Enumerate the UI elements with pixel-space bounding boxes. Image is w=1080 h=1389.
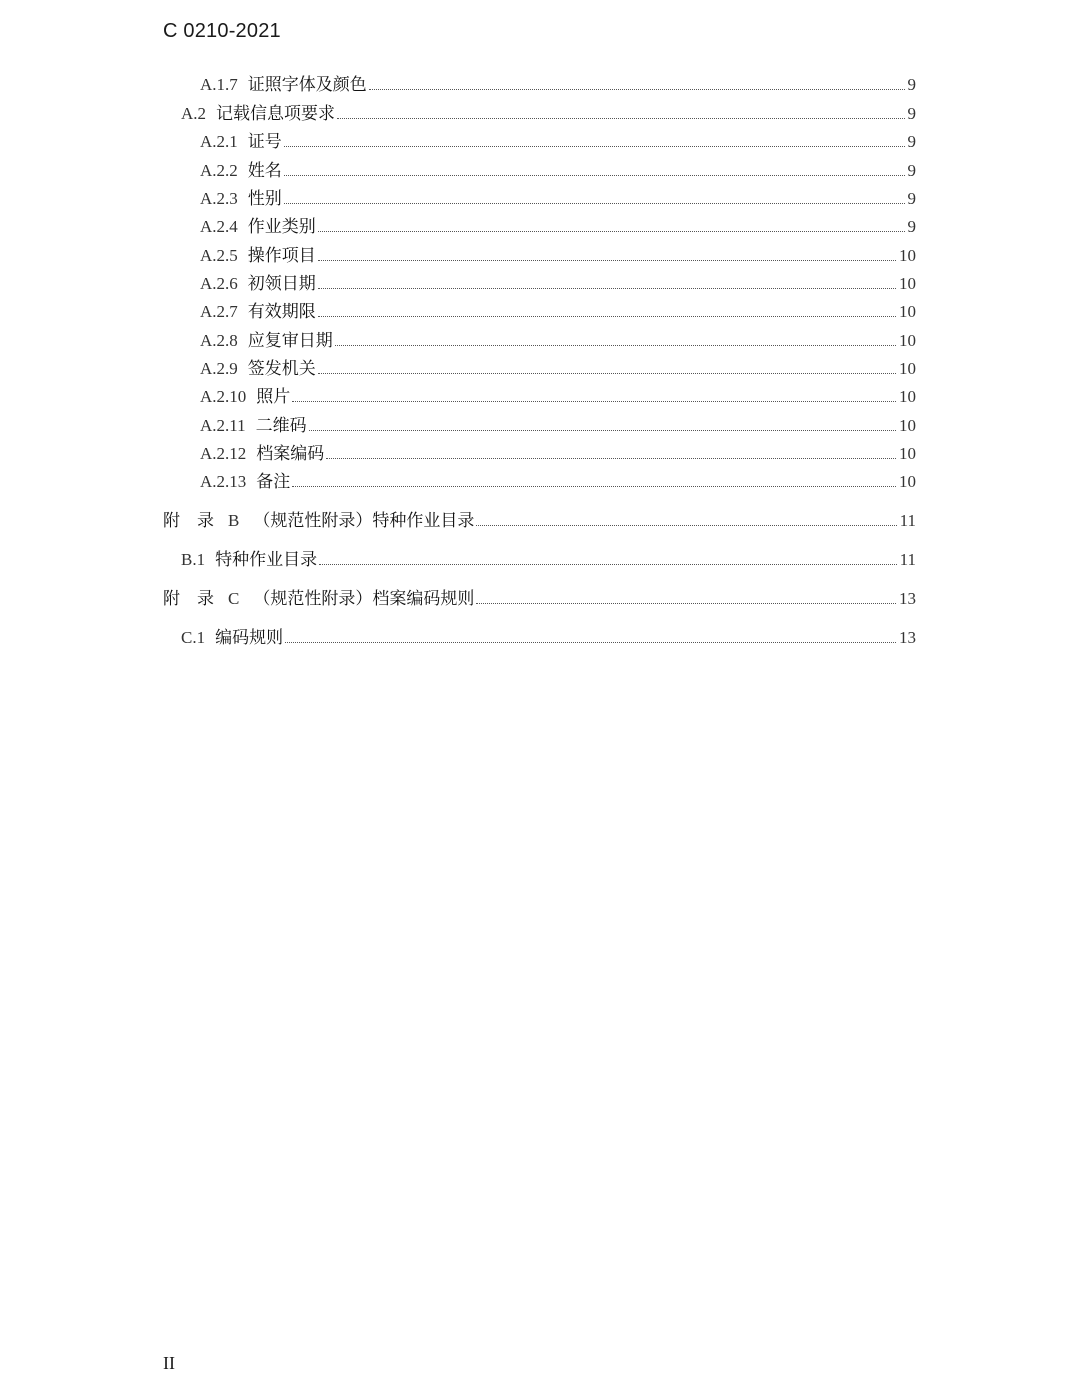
toc-entry[interactable] (200, 273, 916, 295)
toc-entry[interactable] (200, 415, 916, 437)
toc-entry-page: 9 (907, 104, 916, 123)
toc-entry-page: 10 (899, 387, 916, 406)
toc-dot-leader (318, 373, 896, 374)
toc-entry-number: A.2.10 (200, 387, 247, 406)
toc-entry-title: （规范性附录）档案编码规则 (253, 589, 475, 609)
toc-entry-page: 9 (907, 161, 916, 180)
toc-entry-number: A.2.7 (200, 302, 238, 321)
toc-entry-page: 10 (899, 472, 916, 491)
toc-entry-page: 10 (899, 246, 916, 265)
toc-dot-leader (284, 203, 905, 204)
toc-entry-page: 9 (907, 189, 916, 208)
toc-entry-page: 10 (899, 359, 916, 378)
toc-dot-leader (476, 525, 896, 526)
toc-entry-page: 10 (899, 274, 916, 293)
toc-entry-number: C.1 (181, 628, 206, 647)
toc-entry-number: A.2.4 (200, 217, 238, 236)
toc-entry-number: A.2.3 (200, 189, 238, 208)
toc-entry-title: 照片 (256, 387, 291, 407)
toc-entry[interactable] (200, 188, 916, 210)
toc-entry-number: A.2.9 (200, 359, 238, 378)
toc-entry-page: 9 (907, 132, 916, 151)
toc-entry[interactable] (200, 245, 916, 267)
toc-entry-page: 10 (899, 302, 916, 321)
toc-entry[interactable] (200, 443, 916, 465)
toc-entry-page: 9 (907, 75, 916, 94)
toc-entry-title: （规范性附录）特种作业目录 (253, 511, 475, 531)
toc-entry-title: 档案编码 (256, 444, 325, 464)
toc-dot-leader (326, 458, 896, 459)
toc-entry-title: 编码规则 (215, 628, 284, 648)
toc-entry-page: 13 (899, 628, 916, 647)
toc-entry-title: 证照字体及颜色 (247, 75, 367, 95)
toc-entry-number: A.2.12 (200, 444, 247, 463)
toc-entry[interactable] (200, 358, 916, 380)
toc-dot-leader (284, 175, 905, 176)
toc-dot-leader (309, 430, 896, 431)
toc-entry[interactable] (181, 103, 916, 125)
toc-dot-leader (292, 401, 896, 402)
toc-entry[interactable] (200, 216, 916, 238)
toc-dot-leader (292, 486, 896, 487)
toc-entry-page: 13 (899, 589, 916, 608)
toc-appendix-entry[interactable] (163, 510, 916, 532)
toc-dot-leader (285, 642, 896, 643)
toc-entry-title: 应复审日期 (247, 331, 333, 351)
toc-entry-number: A.1.7 (200, 75, 238, 94)
toc-entry-title: 签发机关 (247, 359, 316, 379)
toc-appendix-entry[interactable] (163, 588, 916, 610)
toc-dot-leader (318, 260, 896, 261)
toc-entry-title: 二维码 (255, 416, 307, 436)
appendix-label: 附 录 (163, 511, 214, 531)
toc-entry-title: 操作项目 (247, 246, 316, 266)
appendix-letter: B (228, 511, 240, 530)
document-code: C 0210-2021 (163, 20, 281, 42)
toc-dot-leader (318, 316, 896, 317)
toc-entry[interactable] (200, 301, 916, 323)
toc-dot-leader (476, 603, 896, 604)
toc-entry[interactable] (200, 330, 916, 352)
toc-entry-title: 备注 (256, 472, 291, 492)
toc-entry-title: 记载信息项要求 (216, 104, 336, 124)
toc-dot-leader (337, 118, 904, 119)
toc-entry-number: B.1 (181, 550, 206, 569)
toc-entry-title: 性别 (247, 189, 282, 209)
page-number: II (163, 1353, 175, 1373)
toc-entry-page: 10 (899, 416, 916, 435)
toc-entry-title: 作业类别 (247, 217, 316, 237)
toc-entry-title: 有效期限 (247, 302, 316, 322)
toc-entry-page: 10 (899, 444, 916, 463)
toc-entry-number: A.2.5 (200, 246, 238, 265)
appendix-letter: C (228, 589, 240, 608)
toc-dot-leader (318, 288, 896, 289)
toc-dot-leader (284, 146, 905, 147)
toc-entry-page: 11 (899, 550, 916, 569)
toc-entry-page: 11 (899, 511, 916, 530)
toc-dot-leader (319, 564, 897, 565)
toc-dot-leader (335, 345, 896, 346)
toc-entry-title: 姓名 (247, 161, 282, 181)
toc-entry-number: A.2.6 (200, 274, 238, 293)
toc-entry-number: A.2.2 (200, 161, 238, 180)
toc-dot-leader (369, 89, 905, 90)
toc-entry-number: A.2.11 (200, 416, 246, 435)
toc-entry-number: A.2.8 (200, 331, 238, 350)
toc-entry-number: A.2 (181, 104, 207, 123)
toc-entry-page: 9 (907, 217, 916, 236)
toc-dot-leader (318, 231, 905, 232)
toc-entry-number: A.2.1 (200, 132, 238, 151)
toc-entry-page: 10 (899, 331, 916, 350)
toc-entry[interactable] (200, 471, 916, 493)
toc-entry[interactable] (200, 160, 916, 182)
toc-entry[interactable] (181, 627, 916, 649)
toc-entry[interactable] (200, 131, 916, 153)
toc-entry[interactable] (200, 386, 916, 408)
toc-entry-title: 证号 (247, 132, 282, 152)
toc-entry-title: 初领日期 (247, 274, 316, 294)
toc-entry-number: A.2.13 (200, 472, 247, 491)
appendix-label: 附 录 (163, 589, 214, 609)
toc-entry-title: 特种作业目录 (215, 550, 318, 570)
toc-entry[interactable] (181, 549, 916, 571)
toc-entry[interactable] (200, 74, 916, 96)
